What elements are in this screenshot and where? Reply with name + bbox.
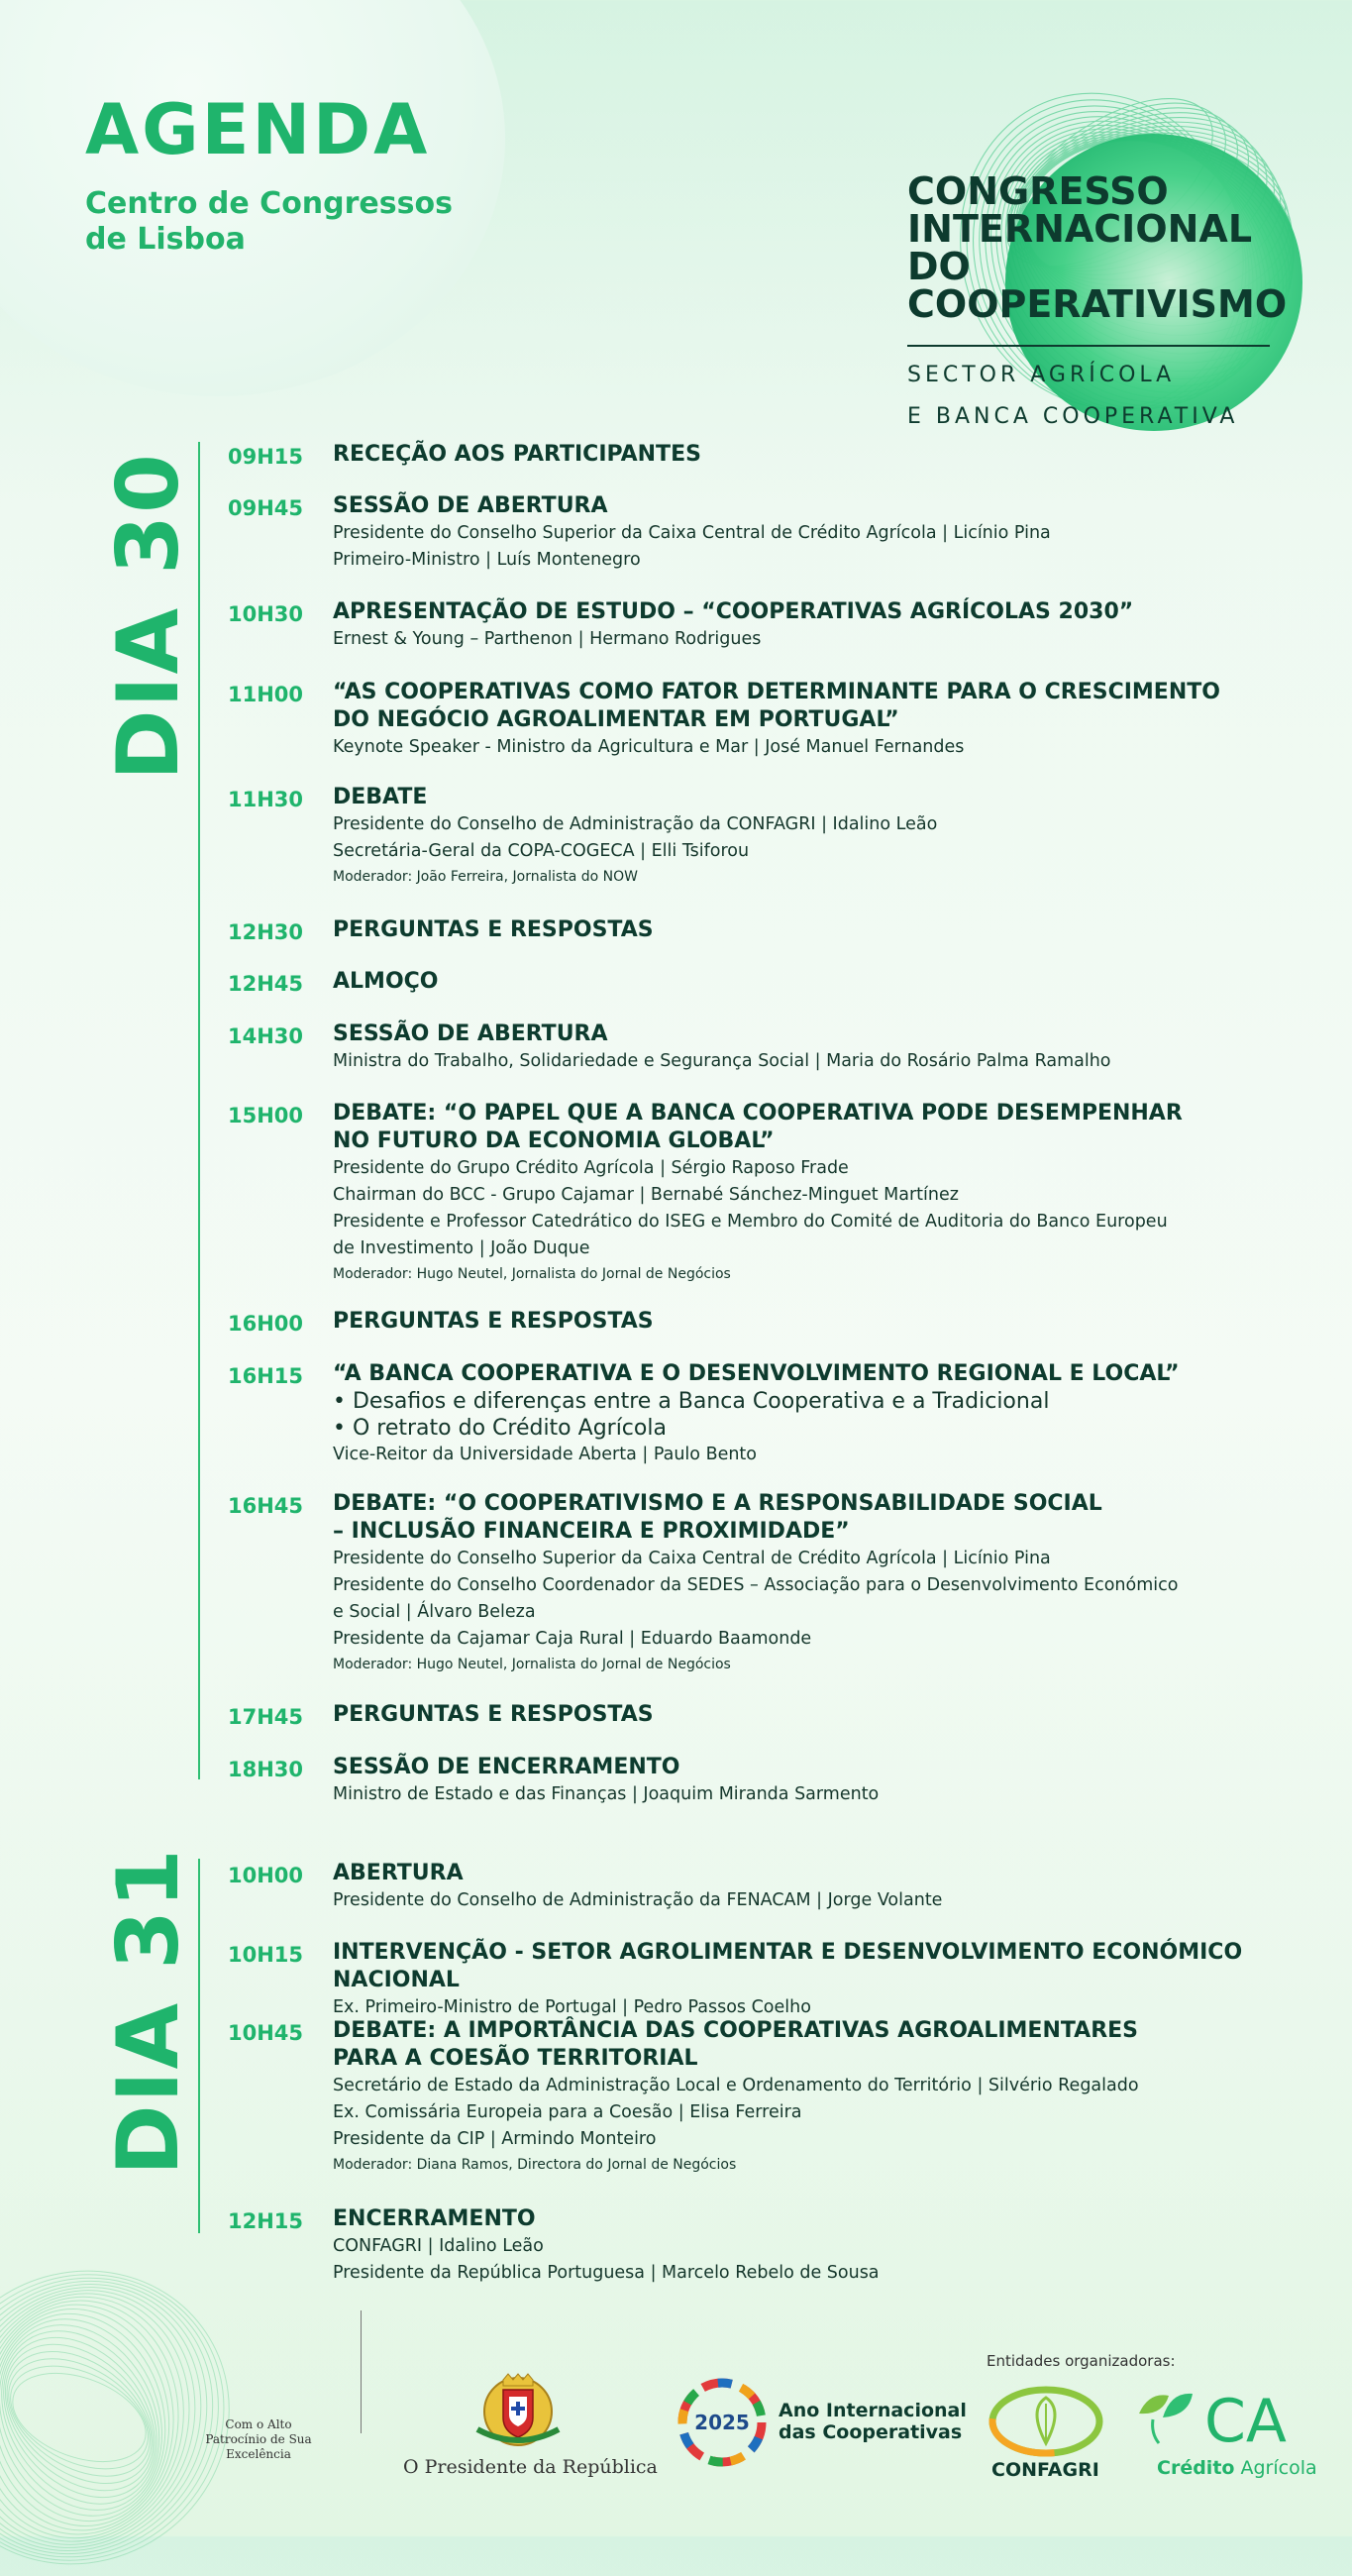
ca-mark: CA (1204, 2387, 1287, 2453)
event-details (333, 916, 1323, 944)
event-time: 09H15 (228, 445, 304, 469)
event-time: 11H30 (228, 788, 304, 811)
event-time: 12H15 (228, 2209, 304, 2233)
event-moderator: Moderador: Hugo Neutel, Jornalista do Jornal de Negócios (333, 1657, 731, 1672)
event-title: RECEÇÃO AOS PARTICIPANTES (333, 442, 701, 467)
event-time: 10H15 (228, 1943, 304, 1967)
event-details (333, 2017, 1323, 2177)
event-title: ENCERRAMENTO (333, 2206, 536, 2231)
credito-agricola-logo-icon (1129, 2384, 1298, 2453)
event-title: SESSÃO DE ENCERRAMENTO (333, 1755, 680, 1779)
event-speaker: Presidente da CIP | Armindo Monteiro (333, 2129, 657, 2149)
event-moderator: Moderador: Hugo Neutel, Jornalista do Jornal de Negócios (333, 1266, 731, 1282)
event-title: ABERTURA (333, 1861, 464, 1885)
event-speaker: Presidente do Conselho Superior da Caixa Central de Crédito Agrícola | Licínio Pina (333, 523, 1051, 543)
event-speaker: Presidente do Conselho de Administração da CONFAGRI | Idalino Leão (333, 814, 938, 834)
event-time: 16H00 (228, 1312, 304, 1336)
event-title: INTERVENÇÃO - SETOR AGROLIMENTAR E DESENVOLVIMENTO ECONÓMICO NACIONAL (333, 1940, 1243, 1992)
event-details (333, 2205, 1323, 2287)
event-title: SESSÃO DE ABERTURA (333, 493, 608, 518)
day-label-31: DIA 31 (99, 1847, 198, 2176)
confagri-logo-icon (988, 2386, 1103, 2457)
year-caption-line: das Cooperativas (779, 2421, 963, 2443)
venue-name: Centro de Congressos de Lisboa (85, 186, 453, 257)
organizers-label: Entidades organizadoras: (987, 2352, 1176, 2370)
event-time: 10H30 (228, 602, 304, 626)
event-details (333, 1308, 1323, 1336)
event-speaker: Presidente da República Portuguesa | Marcelo Rebelo de Sousa (333, 2263, 880, 2283)
event-details (333, 1860, 1323, 1914)
event-title: – INCLUSÃO FINANCEIRA E PROXIMIDADE” (333, 1519, 850, 1544)
event-details (333, 1020, 1323, 1075)
year-badge: 2025 (694, 2411, 750, 2434)
event-details (333, 1939, 1323, 2021)
ca-name-bold: Crédito (1157, 2457, 1235, 2479)
timeline-line (198, 1859, 200, 2233)
event-speaker: e Social | Álvaro Beleza (333, 1602, 536, 1622)
agenda-title: AGENDA (85, 89, 431, 170)
event-time: 11H00 (228, 683, 304, 706)
event-details (333, 784, 1323, 889)
event-speaker: Ministro de Estado e das Finanças | Joaquim Miranda Sarmento (333, 1784, 880, 1804)
event-title: DO NEGÓCIO AGROALIMENTAR EM PORTUGAL” (333, 707, 899, 732)
event-time: 10H00 (228, 1864, 304, 1887)
footer (0, 2308, 1352, 2536)
event-details (333, 1490, 1323, 1676)
event-time: 18H30 (228, 1758, 304, 1781)
coat-of-arms-icon (464, 2370, 572, 2451)
event-details (333, 968, 1323, 996)
event-details (333, 1360, 1323, 1468)
event-speaker: Ernest & Young – Parthenon | Hermano Rodrigues (333, 629, 762, 649)
event-speaker: Ex. Primeiro-Ministro de Portugal | Pedro Passos Coelho (333, 1997, 811, 2017)
event-title: DEBATE (333, 785, 428, 809)
event-time: 16H45 (228, 1494, 304, 1518)
event-details (333, 679, 1323, 761)
event-title: DEBATE: A IMPORTÂNCIA DAS COOPERATIVAS AGROALIMENTARES (333, 2018, 1139, 2043)
event-title: “AS COOPERATIVAS COMO FATOR DETERMINANTE PARA O CRESCIMENTO (333, 680, 1220, 704)
event-details (333, 1701, 1323, 1729)
event-topic: • O retrato do Crédito Agrícola (333, 1416, 667, 1441)
event-speaker: Presidente do Conselho Superior da Caixa Central de Crédito Agrícola | Licínio Pina (333, 1549, 1051, 1568)
congress-name-line: CONGRESSO (907, 169, 1169, 213)
ca-name-rest: Agrícola (1234, 2457, 1317, 2479)
event-speaker: CONFAGRI | Idalino Leão (333, 2236, 544, 2256)
event-details (333, 441, 1323, 469)
event-title: PARA A COESÃO TERRITORIAL (333, 2046, 698, 2071)
event-time: 16H15 (228, 1364, 304, 1388)
event-title: ALMOÇO (333, 969, 439, 994)
event-time: 17H45 (228, 1705, 304, 1729)
event-title: DEBATE: “O PAPEL QUE A BANCA COOPERATIVA PODE DESEMPENHAR (333, 1101, 1183, 1126)
event-details (333, 492, 1323, 574)
event-time: 15H00 (228, 1104, 304, 1127)
event-details (333, 1754, 1323, 1808)
patronage-text: Com o Alto Patrocínio de Sua Excelência (205, 2417, 312, 2461)
event-time: 10H45 (228, 2021, 304, 2045)
event-time: 09H45 (228, 496, 304, 520)
event-speaker: Presidente e Professor Catedrático do ISEG e Membro do Comité de Auditoria do Banco Europeu (333, 1212, 1168, 1232)
cooperatives-year-logo-icon (674, 2374, 771, 2471)
event-details (333, 598, 1323, 653)
event-speaker: Secretária-Geral da COPA-COGECA | Elli Tsiforou (333, 841, 750, 861)
event-time: 14H30 (228, 1024, 304, 1048)
congress-name-line: COOPERATIVISMO (907, 282, 1288, 326)
event-speaker: Vice-Reitor da Universidade Aberta | Paulo Bento (333, 1445, 757, 1464)
congress-subtitle-line: E BANCA COOPERATIVA (907, 404, 1239, 429)
event-title: SESSÃO DE ABERTURA (333, 1021, 608, 1046)
event-speaker: Chairman do BCC - Grupo Cajamar | Bernabé Sánchez-Minguet Martínez (333, 1185, 959, 1205)
event-moderator: Moderador: João Ferreira, Jornalista do NOW (333, 869, 638, 885)
event-moderator: Moderador: Diana Ramos, Directora do Jornal de Negócios (333, 2157, 737, 2173)
confagri-name: CONFAGRI (991, 2459, 1099, 2481)
timeline-line (198, 442, 200, 1779)
event-topic: • Desafios e diferenças entre a Banca Cooperativa e a Tradicional (333, 1389, 1050, 1414)
event-details (333, 1100, 1323, 1286)
event-speaker: Presidente da Cajamar Caja Rural | Eduardo Baamonde (333, 1629, 812, 1649)
event-speaker: Presidente do Conselho de Administração da FENACAM | Jorge Volante (333, 1890, 943, 1910)
congress-block (907, 169, 1288, 430)
event-speaker: Keynote Speaker - Ministro da Agricultura e Mar | José Manuel Fernandes (333, 737, 965, 757)
congress-name-line: DO (907, 245, 971, 288)
event-speaker: Presidente do Grupo Crédito Agrícola | Sérgio Raposo Frade (333, 1158, 849, 1178)
event-speaker: Secretário de Estado da Administração Local e Ordenamento do Território | Silvério Regalado (333, 2076, 1139, 2095)
year-caption (779, 2400, 967, 2443)
event-title: PERGUNTAS E RESPOSTAS (333, 1309, 654, 1334)
event-speaker: Presidente do Conselho Coordenador da SEDES – Associação para o Desenvolvimento Económico (333, 1575, 1179, 1595)
event-title: NO FUTURO DA ECONOMIA GLOBAL” (333, 1128, 775, 1153)
credito-agricola-name (1157, 2457, 1317, 2479)
year-caption-line: Ano Internacional (779, 2400, 967, 2421)
event-title: APRESENTAÇÃO DE ESTUDO – “COOPERATIVAS AGRÍCOLAS 2030” (333, 599, 1134, 624)
event-speaker: Ministra do Trabalho, Solidariedade e Segurança Social | Maria do Rosário Palma Ramalho (333, 1051, 1111, 1071)
event-speaker: Ex. Comissária Europeia para a Coesão | Elisa Ferreira (333, 2102, 802, 2122)
event-title: PERGUNTAS E RESPOSTAS (333, 917, 654, 942)
event-speaker: de Investimento | João Duque (333, 1238, 590, 1258)
event-time: 12H45 (228, 972, 304, 996)
event-title: DEBATE: “O COOPERATIVISMO E A RESPONSABILIDADE SOCIAL (333, 1491, 1102, 1516)
event-speaker: Primeiro-Ministro | Luís Montenegro (333, 550, 641, 570)
day-label-30: DIA 30 (99, 452, 198, 781)
event-title: PERGUNTAS E RESPOSTAS (333, 1702, 654, 1727)
congress-name-line: INTERNACIONAL (907, 207, 1253, 251)
event-title: “A BANCA COOPERATIVA E O DESENVOLVIMENTO REGIONAL E LOCAL” (333, 1361, 1180, 1386)
event-time: 12H30 (228, 920, 304, 944)
congress-subtitle-line: SECTOR AGRÍCOLA (907, 363, 1176, 387)
president-text: O Presidente da República (403, 2456, 658, 2478)
divider (907, 345, 1270, 347)
